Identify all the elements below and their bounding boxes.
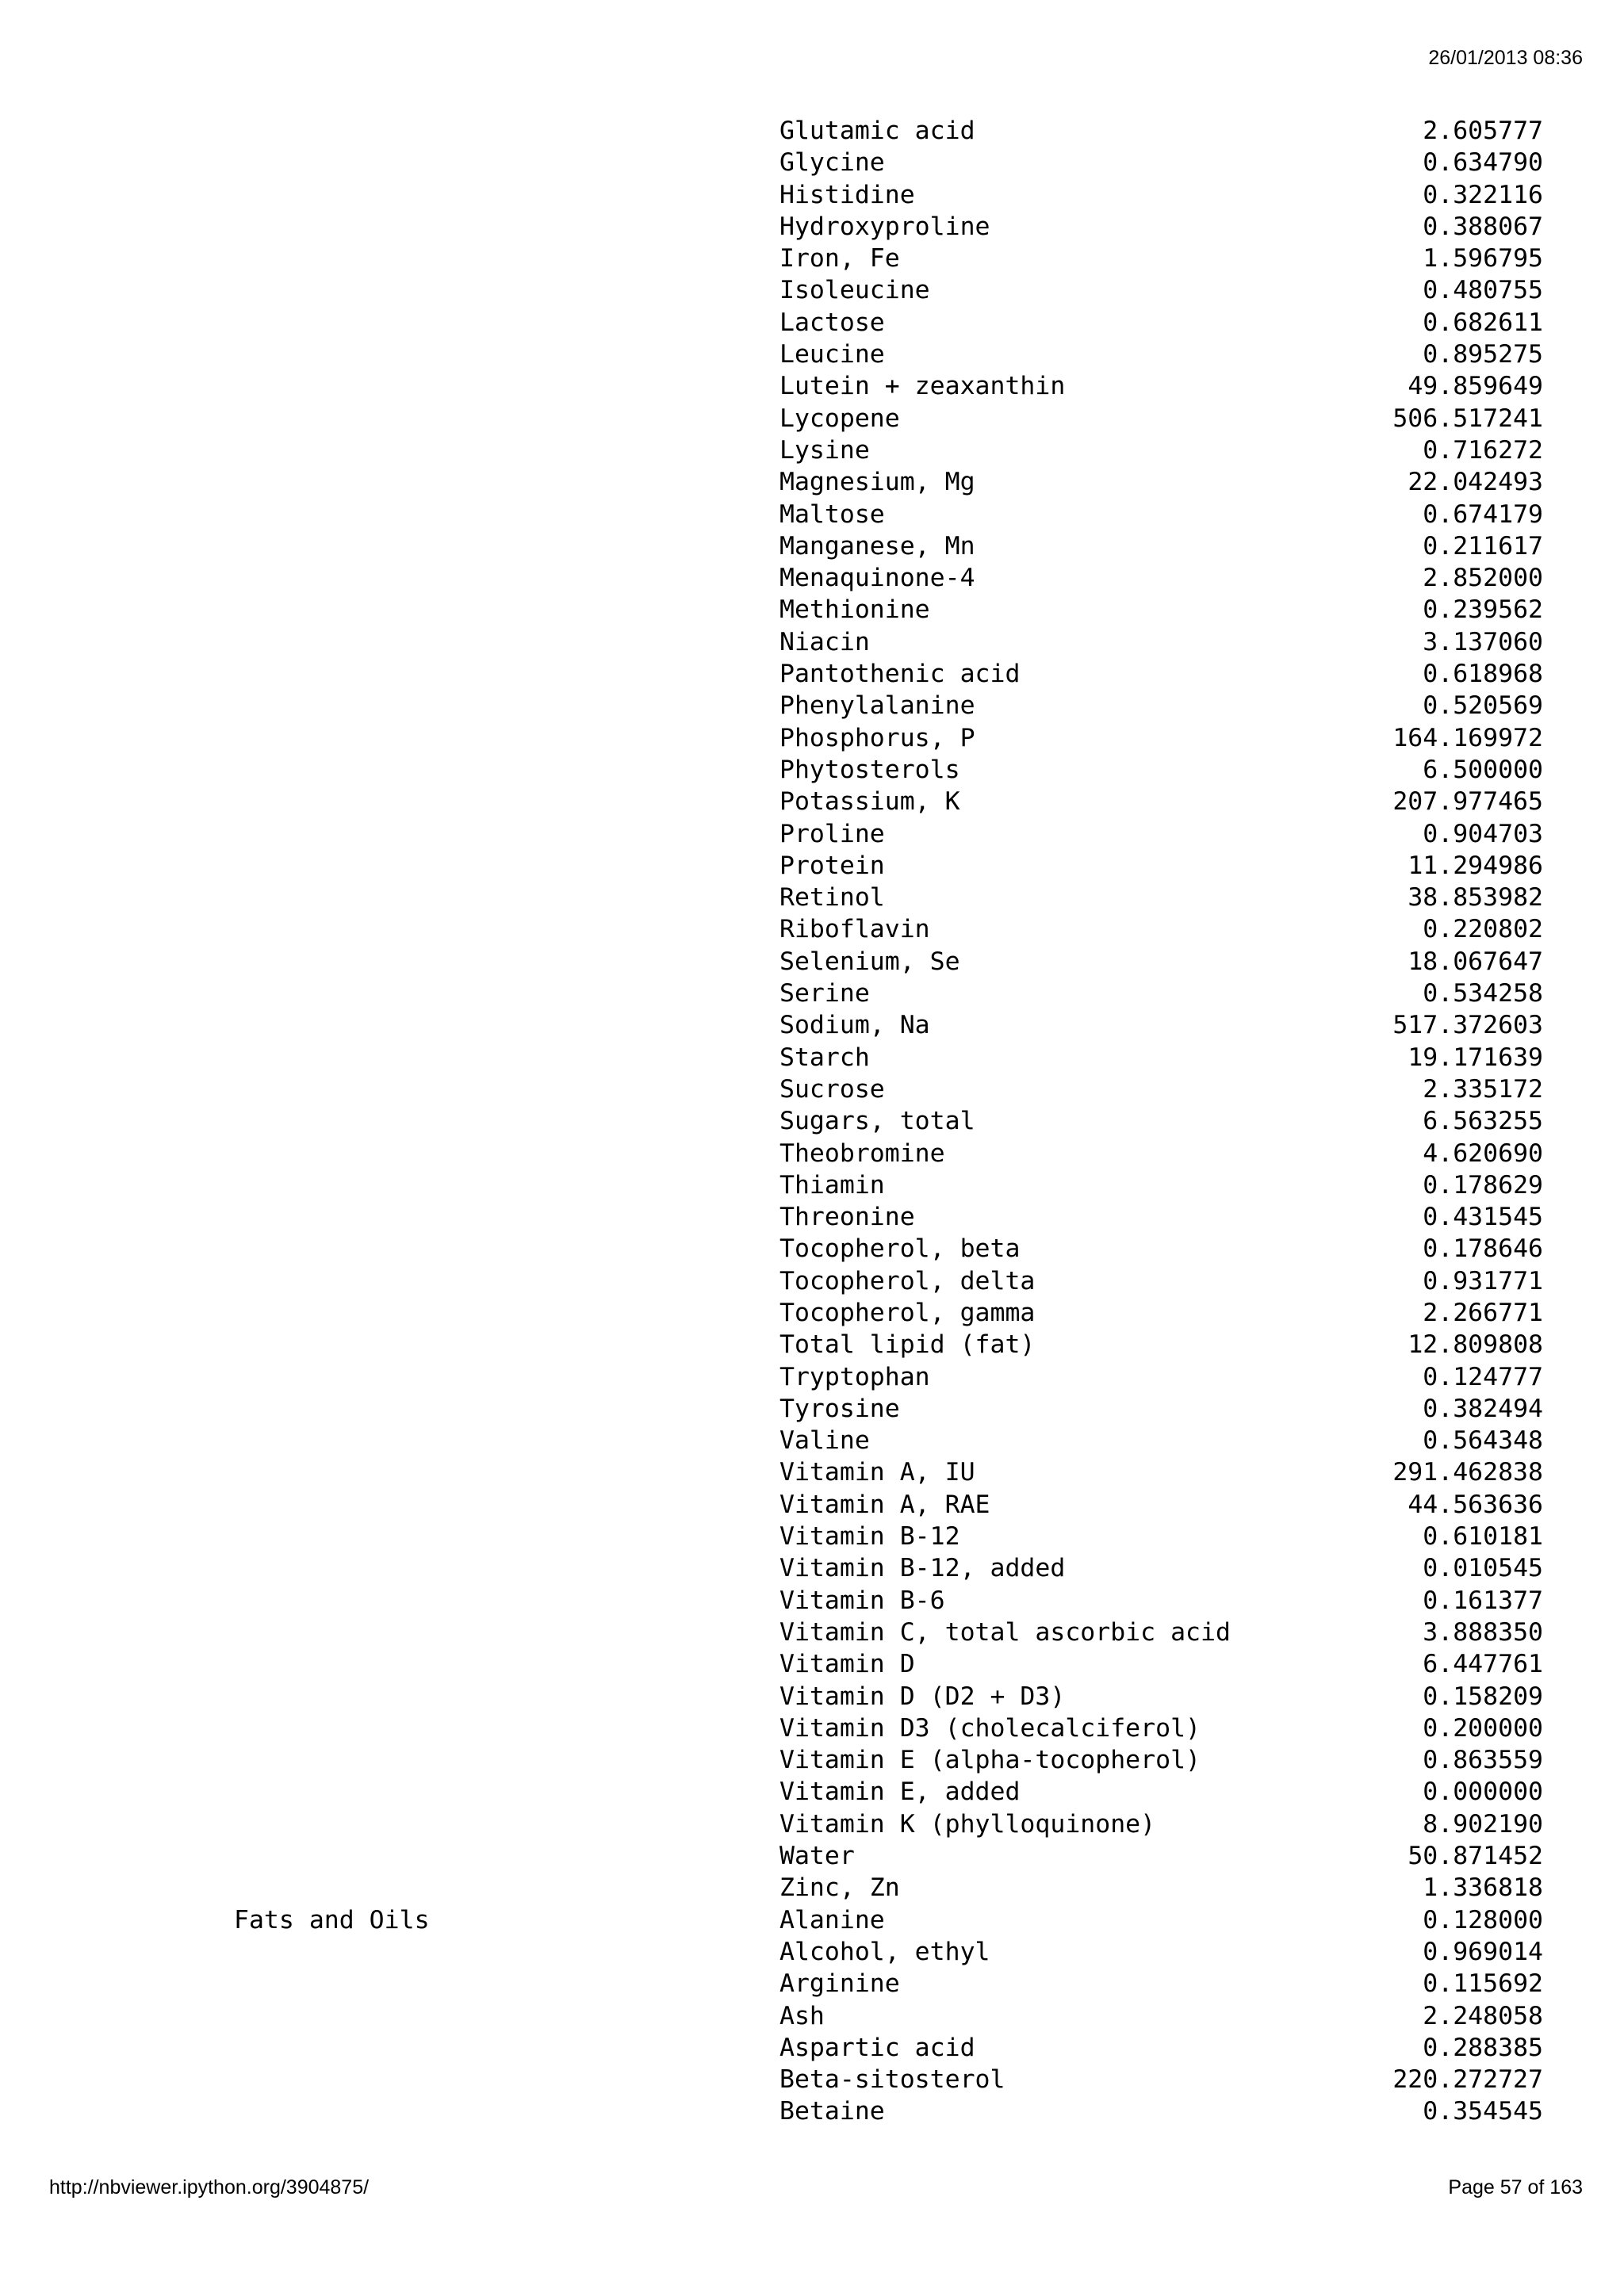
nutrient-name-cell: Lysine: [779, 435, 870, 465]
table-row: [0, 1744, 1624, 1776]
nutrient-name-cell: Vitamin E, added: [779, 1777, 1021, 1807]
nutrient-value-cell: 0.178629: [1423, 1170, 1543, 1200]
nutrient-name-cell: Phosphorus, P: [779, 723, 975, 752]
nutrient-value-cell: 0.674179: [1423, 499, 1543, 529]
nutrient-value-cell: 0.534258: [1423, 979, 1543, 1008]
nutrient-value-cell: 44.563636: [1408, 1490, 1543, 1519]
nutrient-name-cell: Lycopene: [779, 404, 900, 433]
nutrient-name-cell: Tyrosine: [779, 1394, 900, 1423]
nutrient-value-cell: 0.158209: [1423, 1682, 1543, 1711]
nutrient-value-cell: 2.605777: [1423, 117, 1543, 145]
nutrient-value-cell: 4.620690: [1423, 1138, 1543, 1168]
nutrient-value-cell: 0.288385: [1423, 2033, 1543, 2062]
nutrient-name-cell: Manganese, Mn: [779, 531, 975, 561]
table-row: [0, 307, 1624, 339]
nutrient-name-cell: Tocopherol, gamma: [779, 1298, 1036, 1327]
table-row: [0, 786, 1624, 817]
table-row: [0, 339, 1624, 370]
table-row: [0, 1521, 1624, 1552]
table-row: [0, 1936, 1624, 1968]
nutrient-name-cell: Vitamin D (D2 + D3): [779, 1682, 1066, 1711]
table-row: [0, 211, 1624, 243]
table-row: [0, 754, 1624, 786]
nutrient-name-cell: Iron, Fe: [779, 244, 900, 274]
table-row: [0, 466, 1624, 498]
nutrient-value-cell: 0.480755: [1423, 276, 1543, 305]
nutrient-name-cell: Pantothenic acid: [779, 660, 1021, 689]
table-row: [0, 2000, 1624, 2032]
table-row: [0, 1138, 1624, 1169]
nutrient-value-cell: 0.388067: [1423, 212, 1543, 241]
nutrient-name-cell: Vitamin D: [779, 1650, 915, 1679]
footer-url-link[interactable]: http://nbviewer.ipython.org/3904875/: [49, 2176, 370, 2198]
nutrient-name-cell: Riboflavin: [779, 915, 930, 944]
table-row: [0, 594, 1624, 626]
table-row: [0, 403, 1624, 434]
nutrient-value-cell: 0.200000: [1423, 1713, 1543, 1743]
nutrient-value-cell: 207.977465: [1392, 787, 1543, 817]
nutrient-name-cell: Sucrose: [779, 1074, 885, 1104]
nutrient-value-cell: 1.336818: [1423, 1873, 1543, 1903]
nutrient-name-cell: Lactose: [779, 308, 885, 337]
table-row: [0, 2064, 1624, 2095]
nutrient-value-cell: 2.335172: [1423, 1074, 1543, 1104]
nutrient-name-cell: Vitamin B-12, added: [779, 1554, 1066, 1583]
table-row: [0, 530, 1624, 562]
table-row: [0, 1425, 1624, 1456]
nutrient-value-cell: 2.248058: [1423, 2001, 1543, 2030]
nutrient-value-cell: 3.137060: [1423, 627, 1543, 656]
nutrient-name-cell: Tryptophan: [779, 1362, 930, 1391]
table-row: [0, 2095, 1624, 2127]
print-timestamp: 26/01/2013 08:36: [1428, 47, 1583, 69]
nutrient-name-cell: Vitamin B-12: [779, 1522, 960, 1552]
table-row: [0, 946, 1624, 978]
nutrient-value-cell: 164.169972: [1392, 723, 1543, 752]
nutrient-name-cell: Niacin: [779, 627, 870, 656]
nutrient-value-cell: 38.853982: [1408, 883, 1543, 913]
nutrient-value-cell: 0.682611: [1423, 308, 1543, 337]
nutrient-name-cell: Sodium, Na: [779, 1011, 930, 1040]
nutrient-value-cell: 0.863559: [1423, 1746, 1543, 1775]
nutrient-name-cell: Betaine: [779, 2097, 885, 2126]
table-row: [0, 722, 1624, 754]
table-row: [0, 1201, 1624, 1233]
nutrient-value-cell: 6.500000: [1423, 755, 1543, 784]
nutrient-name-cell: Vitamin A, IU: [779, 1458, 975, 1487]
table-row: [0, 818, 1624, 850]
table-row: [0, 1712, 1624, 1744]
nutrient-value-cell: 6.447761: [1423, 1650, 1543, 1679]
table-row: [0, 1361, 1624, 1393]
nutrient-name-cell: Sugars, total: [779, 1107, 975, 1136]
nutrient-value-cell: 1.596795: [1423, 244, 1543, 274]
nutrient-name-cell: Tocopherol, beta: [779, 1234, 1021, 1264]
nutrient-name-cell: Alanine: [779, 1905, 885, 1934]
nutrient-value-cell: 0.431545: [1423, 1203, 1543, 1232]
nutrient-value-cell: 517.372603: [1392, 1011, 1543, 1040]
nutrient-name-cell: Valine: [779, 1426, 870, 1456]
nutrient-name-cell: Hydroxyproline: [779, 212, 990, 241]
nutrient-name-cell: Tocopherol, delta: [779, 1266, 1036, 1295]
nutrient-value-cell: 3.888350: [1423, 1617, 1543, 1647]
nutrient-value-cell: 0.010545: [1423, 1554, 1543, 1583]
nutrient-value-cell: 6.563255: [1423, 1107, 1543, 1136]
nutrient-value-cell: 0.969014: [1423, 1937, 1543, 1966]
table-row: [0, 1552, 1624, 1584]
table-row: [0, 1009, 1624, 1041]
nutrient-name-cell: Glutamic acid: [779, 117, 975, 145]
nutrient-value-cell: 0.904703: [1423, 819, 1543, 848]
nutrient-value-cell: 0.618968: [1423, 660, 1543, 689]
nutrient-name-cell: Methionine: [779, 595, 930, 625]
nutrient-name-cell: Phenylalanine: [779, 691, 975, 721]
table-row: [0, 243, 1624, 274]
nutrient-value-cell: 0.610181: [1423, 1522, 1543, 1552]
table-row: [0, 1073, 1624, 1105]
nutrient-name-cell: Isoleucine: [779, 276, 930, 305]
nutrient-name-cell: Arginine: [779, 1969, 900, 1999]
nutrient-value-cell: 22.042493: [1408, 468, 1543, 497]
table-row: [0, 978, 1624, 1009]
nutrient-value-cell: 2.266771: [1423, 1298, 1543, 1327]
nutrient-name-cell: Water: [779, 1842, 855, 1871]
nutrient-value-cell: 18.067647: [1408, 947, 1543, 976]
nutrient-value-cell: 50.871452: [1408, 1842, 1543, 1871]
nutrient-name-cell: Maltose: [779, 499, 885, 529]
nutrient-value-cell: 0.564348: [1423, 1426, 1543, 1456]
table-row: [0, 1776, 1624, 1808]
nutrient-value-cell: 291.462838: [1392, 1458, 1543, 1487]
nutrient-value-cell: 0.178646: [1423, 1234, 1543, 1264]
nutrient-name-cell: Menaquinone-4: [779, 564, 975, 593]
nutrient-name-cell: Vitamin B-6: [779, 1586, 945, 1615]
nutrient-name-cell: Beta-sitosterol: [779, 2065, 1005, 2095]
nutrient-name-cell: Alcohol, ethyl: [779, 1937, 990, 1966]
nutrient-value-cell: 0.161377: [1423, 1586, 1543, 1615]
table-row: [0, 850, 1624, 882]
table-row: [0, 370, 1624, 402]
nutrient-value-cell: 2.852000: [1423, 564, 1543, 593]
nutrient-name-cell: Glycine: [779, 148, 885, 178]
nutrient-value-cell: 0.716272: [1423, 435, 1543, 465]
nutrient-value-cell: 8.902190: [1423, 1809, 1543, 1839]
food-group-cell: Fats and Oils: [234, 1905, 430, 1934]
table-row: [0, 434, 1624, 466]
nutrient-value-cell: 12.809808: [1408, 1330, 1543, 1360]
nutrient-name-cell: Leucine: [779, 340, 885, 369]
table-row: [0, 1648, 1624, 1680]
nutrient-value-cell: 220.272727: [1392, 2065, 1543, 2095]
nutrient-value-cell: 0.211617: [1423, 531, 1543, 561]
nutrient-name-cell: Retinol: [779, 883, 885, 913]
nutrient-name-cell: Vitamin K (phylloquinone): [779, 1809, 1156, 1839]
nutrient-name-cell: Ash: [779, 2001, 825, 2030]
nutrient-name-cell: Lutein + zeaxanthin: [779, 372, 1066, 401]
nutrient-value-cell: 0.382494: [1423, 1394, 1543, 1423]
table-row: [0, 179, 1624, 211]
nutrient-name-cell: Phytosterols: [779, 755, 960, 784]
table-row: [0, 1456, 1624, 1488]
nutrient-name-cell: Vitamin A, RAE: [779, 1490, 990, 1519]
table-row: [0, 626, 1624, 658]
table-row: [0, 658, 1624, 690]
table-row: [0, 882, 1624, 913]
table-row: [0, 1585, 1624, 1617]
nutrient-name-cell: Aspartic acid: [779, 2033, 975, 2062]
table-row: [0, 1297, 1624, 1329]
nutrient-name-cell: Protein: [779, 851, 885, 880]
nutrient-name-cell: Zinc, Zn: [779, 1873, 900, 1903]
nutrient-name-cell: Thiamin: [779, 1170, 885, 1200]
nutrient-name-cell: Serine: [779, 979, 870, 1008]
table-row: [0, 2032, 1624, 2064]
nutrient-value-cell: 0.634790: [1423, 148, 1543, 178]
nutrient-name-cell: Proline: [779, 819, 885, 848]
table-row: [0, 1840, 1624, 1872]
nutrient-value-cell: 0.239562: [1423, 595, 1543, 625]
nutrient-name-cell: Histidine: [779, 180, 915, 209]
nutrient-value-cell: 19.171639: [1408, 1043, 1543, 1072]
nutrient-name-cell: Vitamin D3 (cholecalciferol): [779, 1713, 1201, 1743]
nutrient-value-cell: 0.000000: [1423, 1777, 1543, 1807]
nutrient-value-cell: 0.220802: [1423, 915, 1543, 944]
nutrient-value-cell: 506.517241: [1392, 404, 1543, 433]
nutrient-name-cell: Starch: [779, 1043, 870, 1072]
table-row: [0, 1169, 1624, 1201]
nutrient-name-cell: Vitamin C, total ascorbic acid: [779, 1617, 1231, 1647]
nutrient-name-cell: Theobromine: [779, 1138, 945, 1168]
nutrient-name-cell: Total lipid (fat): [779, 1330, 1036, 1360]
nutrient-name-cell: Threonine: [779, 1203, 915, 1232]
nutrient-name-cell: Selenium, Se: [779, 947, 960, 976]
table-row: [0, 1681, 1624, 1712]
nutrient-value-cell: 0.128000: [1423, 1905, 1543, 1934]
table-row: [0, 1393, 1624, 1425]
nutrient-value-cell: 0.520569: [1423, 691, 1543, 721]
nutrient-value-cell: 0.124777: [1423, 1362, 1543, 1391]
page-number: Page 57 of 163: [1448, 2176, 1583, 2198]
nutrient-name-cell: Magnesium, Mg: [779, 468, 975, 497]
nutrient-value-cell: 0.115692: [1423, 1969, 1543, 1999]
nutrient-value-cell: 49.859649: [1408, 372, 1543, 401]
table-row: [0, 1617, 1624, 1648]
nutrient-value-cell: 11.294986: [1408, 851, 1543, 880]
table-row: [0, 1329, 1624, 1360]
table-row: [0, 913, 1624, 945]
table-row: [0, 115, 1624, 147]
table-row: [0, 1489, 1624, 1521]
table-row: [0, 1233, 1624, 1265]
table-row: [0, 1808, 1624, 1840]
table-row: [0, 562, 1624, 594]
table-row: [0, 1872, 1624, 1904]
nutrient-table: [0, 115, 1624, 2128]
table-row: [0, 1042, 1624, 1073]
nutrient-name-cell: Vitamin E (alpha-tocopherol): [779, 1746, 1201, 1775]
table-row: [0, 274, 1624, 306]
table-row: [0, 147, 1624, 178]
table-row: [0, 1904, 1624, 1936]
table-row: [0, 499, 1624, 530]
nutrient-value-cell: 0.895275: [1423, 340, 1543, 369]
table-row: [0, 690, 1624, 721]
nutrient-value-cell: 0.931771: [1423, 1266, 1543, 1295]
nutrient-name-cell: Potassium, K: [779, 787, 960, 817]
table-row: [0, 1265, 1624, 1297]
nutrient-value-cell: 0.354545: [1423, 2097, 1543, 2126]
nutrient-value-cell: 0.322116: [1423, 180, 1543, 209]
table-row: [0, 1968, 1624, 1999]
table-row: [0, 1105, 1624, 1137]
